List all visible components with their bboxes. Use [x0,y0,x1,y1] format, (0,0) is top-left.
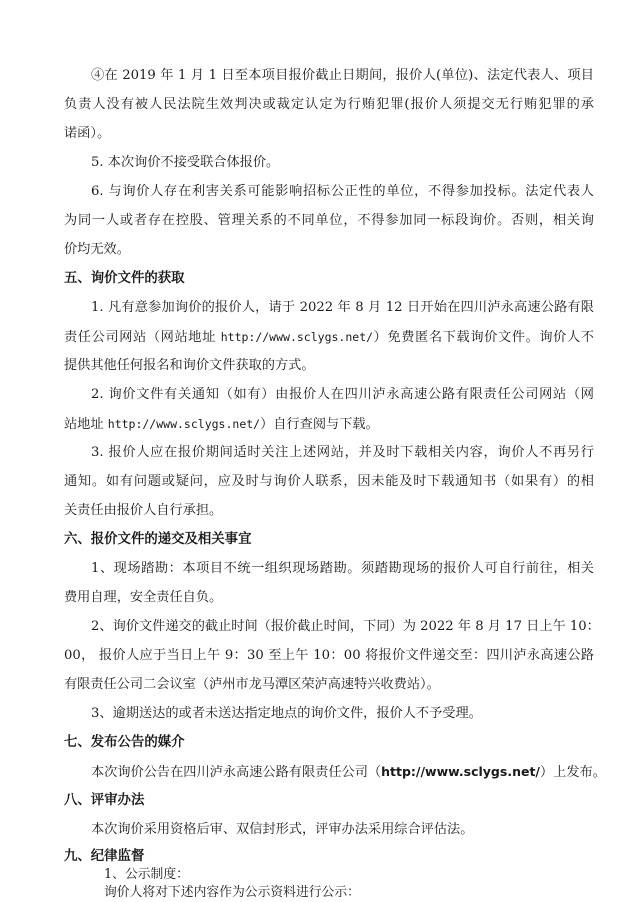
section5-p1-line2-pre: 责任公司网站（网站地址 [64,330,221,345]
item6-line3: 价均无效。 [64,242,130,257]
section7-heading: 七、发布公告的媒介 [64,735,185,750]
item4-line1: ④在 2019 年 1 月 1 日至本项目报价截止日期间，报价人(单位)、法定代表人、项目 [91,68,594,83]
website-url-text: http://www.sclygs.net/ [220,330,374,344]
section6-heading: 六、报价文件的递交及相关事宜 [64,532,252,547]
section8-heading: 八、评审办法 [64,793,145,808]
section5-p2-line2-pre: 站地址 [64,417,108,432]
section7-post: ）上发布。 [539,765,606,780]
section5-p3-line2: 通知。如有问题或疑问，应及时与询价人联系，因未能及时下载通知书（如果有）的相 [64,474,594,489]
item6-line2: 为同一人或者存在控股、管理关系的不同单位，不得参加同一标段询价。否则，相关询 [64,213,594,228]
website-url-text: http://www.sclygs.net/ [107,417,261,431]
item4-line3: 诺函）。 [64,126,111,141]
section5-heading: 五、询价文件的获取 [64,271,185,286]
section6-p2-line2: 00， 报价人应于当日上午 9：30 至上午 10：00 将报价文件递交至：四川泸永高速公路 [64,648,594,663]
section5-p2-line2-post: ）自行查阅与下载。 [260,417,379,432]
section5-p2-line2 [64,414,594,435]
section5-p2-line1: 2. 询价文件有关通知（如有）由报价人在四川泸永高速公路有限责任公司网站（网 [91,387,594,402]
website-url-text: http://www.sclygs.net/ [381,764,540,779]
section9-p2: 询价人将对下述内容作为公示资料进行公示： [104,885,360,900]
item6-line1: 6. 与询价人存在利害关系可能影响招标公正性的单位，不得参加投标。法定代表人 [91,184,594,199]
section5-p1-line1: 1. 凡有意参加询价的报价人，请于 2022 年 8 月 12 日开始在四川泸永高速公路有限 [91,300,594,315]
section7-text [91,762,606,783]
section5-p1-line3: 提供其他任何报名和询价文件获取的方式。 [64,358,315,373]
section6-p2-line3: 有限责任公司二会议室（泸州市龙马潭区荣泸高速特兴收费站）。 [64,677,440,692]
section9-heading: 九、纪律监督 [64,849,145,864]
section8-text: 本次询价采用资格后审、双信封形式，评审办法采用综合评估法。 [91,822,474,837]
section6-p1-line2: 费用自理，安全责任自负。 [64,590,223,605]
section5-p3-line3: 关责任由报价人自行承担。 [64,503,223,518]
section5-p1-line2-post: ）免费匿名下载询价文件。询价人不 [373,330,594,345]
section6-p3-text: 3、逾期送达的或者未送达指定地点的询价文件，报价人不予受理。 [91,706,482,721]
section6-p2-line1: 2、询价文件递交的截止时间（报价截止时间，下同）为 2022 年 8 月 17 日上午 10： [91,619,600,634]
item5-text: 5. 本次询价不接受联合体报价。 [91,155,280,170]
section9-p1: 1、公示制度： [104,867,189,882]
section5-p3-line1: 3. 报价人应在报价期间适时关注上述网站，并及时下载相关内容，询价人不再另行 [91,445,594,460]
item4-line2: 负责人没有被人民法院生效判决或裁定认定为行贿犯罪(报价人须提交无行贿犯罪的承 [64,97,594,112]
section7-pre: 本次询价公告在四川泸永高速公路有限责任公司（ [91,765,382,780]
section5-p1-line2 [64,327,594,348]
section6-p1-line1: 1、现场踏勘：本项目不统一组织现场踏勘。须踏勘现场的报价人可自行前往，相关 [91,561,594,576]
